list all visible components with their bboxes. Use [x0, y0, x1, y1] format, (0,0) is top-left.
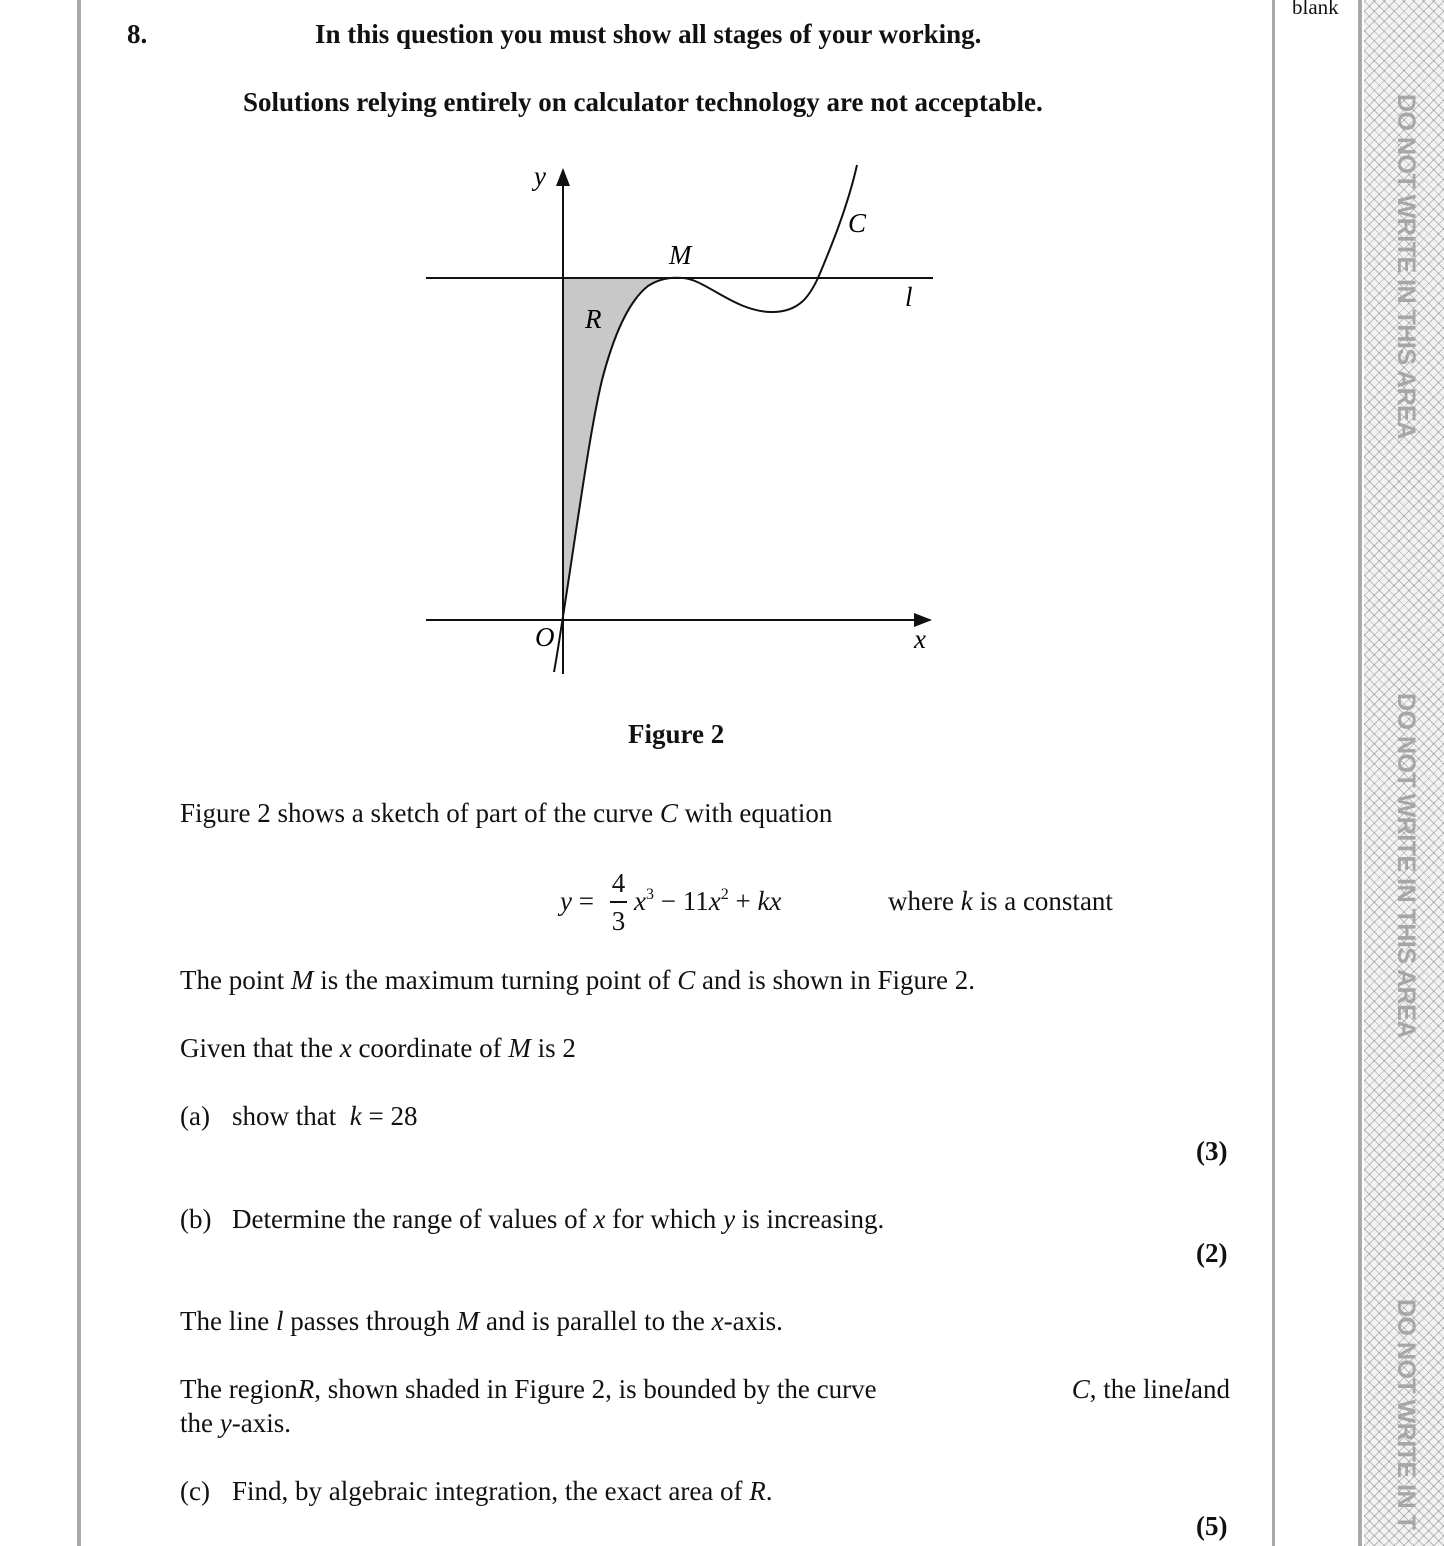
line-l-statement: The line l passes through M and is parallel to the x-axis. — [180, 1306, 783, 1336]
curve-label: C — [848, 208, 867, 238]
curve-c — [554, 165, 857, 672]
point-m-statement: The point M is the maximum turning point of C and is shown in Figure 2. — [180, 965, 975, 995]
y-axis-label: y — [534, 161, 546, 191]
equation-fraction — [610, 870, 627, 935]
region-word-3: , the line — [1089, 1374, 1184, 1404]
region-word-r: R — [297, 1374, 315, 1404]
region-r-shading — [562, 278, 683, 623]
blank-label: blank — [1292, 0, 1339, 19]
region-word-4: and — [1191, 1374, 1230, 1404]
given-statement: Given that the x coordinate of M is 2 — [180, 1033, 576, 1063]
line-label: l — [905, 282, 913, 312]
origin-label: O — [535, 622, 555, 652]
intro-text: Figure 2 shows a sketch of part of the curve C with equation — [180, 798, 833, 828]
instruction-working: In this question you must show all stages of your working. — [315, 19, 982, 49]
fraction-bar — [610, 901, 627, 903]
equation-rhs: $x^3 - 11x^2$ + kx — [634, 886, 782, 916]
equation-lhs: y = — [560, 886, 594, 916]
fraction-numerator: 4 — [611, 868, 626, 898]
region-word-1: The region — [180, 1374, 298, 1404]
part-c-label: (c) — [180, 1476, 210, 1506]
region-word-2: , shown shaded in Figure 2, is bounded by the curve — [314, 1374, 877, 1404]
part-c-text: Find, by algebraic integration, the exact area of R. — [232, 1476, 773, 1506]
region-label: R — [585, 304, 602, 334]
part-b-marks: (2) — [1196, 1238, 1228, 1268]
x-axis-label: x — [914, 624, 926, 654]
part-b-label: (b) — [180, 1204, 212, 1234]
figure-caption: Figure 2 — [628, 719, 725, 749]
part-a-marks: (3) — [1196, 1136, 1228, 1166]
do-not-write-warning-3: DO NOT WRITE IN T — [1392, 1299, 1420, 1530]
question-number: 8. — [127, 19, 148, 49]
fraction-denominator: 3 — [611, 905, 626, 936]
region-word-c: C — [1071, 1374, 1090, 1404]
max-point-label: M — [669, 240, 692, 270]
region-word-l: l — [1183, 1374, 1192, 1404]
region-statement-line-2: the y-axis. — [180, 1408, 291, 1438]
do-not-write-warning-2: DO NOT WRITE IN THIS AREA — [1392, 693, 1420, 1038]
do-not-write-warning-1: DO NOT WRITE IN THIS AREA — [1392, 94, 1420, 439]
equation-condition: where k is a constant — [888, 886, 1113, 916]
part-b-text: Determine the range of values of x for which y is increasing. — [232, 1204, 885, 1234]
part-a-text: show that k = 28 — [232, 1101, 418, 1131]
instruction-calculator: Solutions relying entirely on calculator technology are not acceptable. — [243, 87, 1043, 117]
region-statement-line-1 — [180, 1376, 1230, 1403]
part-a-label: (a) — [180, 1101, 210, 1131]
part-c-marks: (5) — [1196, 1511, 1228, 1541]
figure-2-sketch — [0, 0, 1444, 760]
